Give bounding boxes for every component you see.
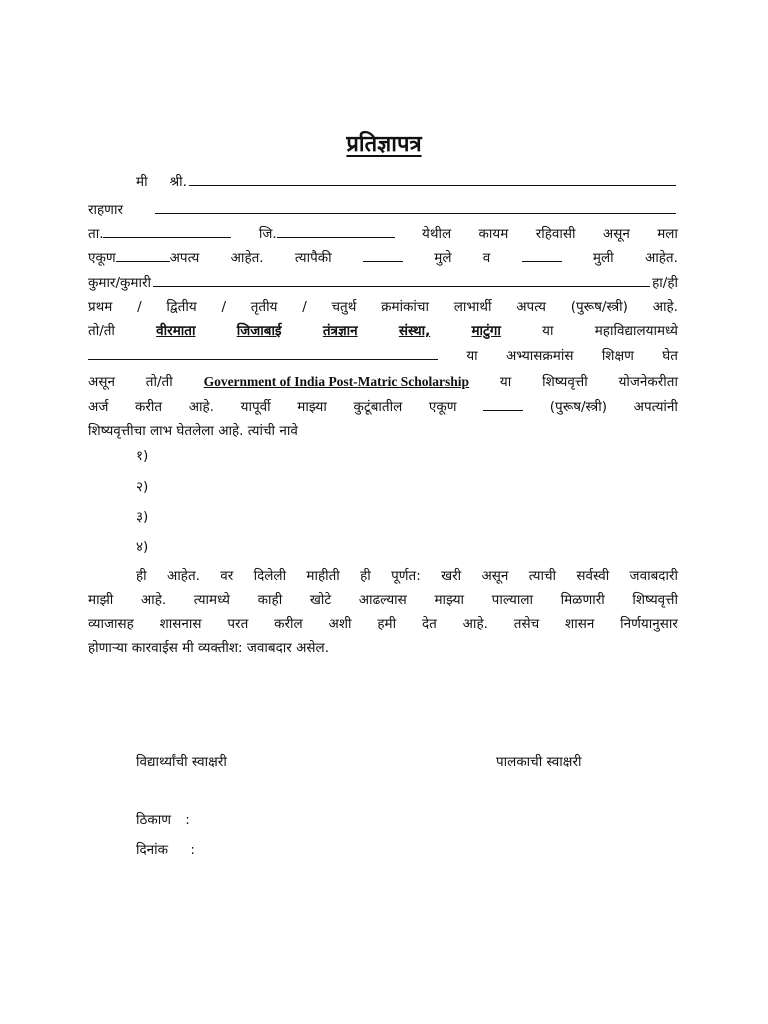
word: जवाबदारी [629, 568, 678, 584]
word: अर्ज [88, 399, 109, 415]
word: क्रमांकांचा [381, 299, 429, 315]
word: महाविद्यालयामध्ये [594, 323, 678, 339]
word: ही [136, 568, 147, 584]
date-colon: : [190, 842, 195, 858]
word: शिष्यवृत्ती [542, 374, 588, 390]
word: खरी [441, 568, 462, 584]
district-blank [277, 225, 395, 238]
daughters-blank [522, 249, 562, 262]
list-item-2: २) [136, 479, 149, 495]
line-children [88, 248, 678, 268]
word: खोटे [309, 592, 332, 608]
word: योजनेकरीता [618, 374, 678, 390]
word: त्यामध्ये [193, 592, 231, 608]
word: या [542, 323, 554, 339]
rahanar-text: राहणार [88, 202, 123, 218]
word: करील [274, 616, 303, 632]
word: शासन [565, 616, 595, 632]
word: शिष्यवृत्ती [632, 592, 678, 608]
word: / [221, 299, 226, 315]
line-previous [88, 397, 678, 417]
word: कायम [478, 226, 509, 242]
word: त्यापैकी [294, 250, 332, 266]
word: करीत [134, 399, 163, 415]
word: मुली [592, 250, 614, 266]
document-title: प्रतिज्ञापत्र [346, 132, 422, 157]
word: अशी [328, 616, 352, 632]
institute-name: तंत्रज्ञान [322, 323, 358, 339]
shri-text: श्री. [169, 174, 187, 190]
word: यापूर्वी [240, 399, 271, 415]
word: आढल्यास [358, 592, 407, 608]
word: माझी [88, 592, 114, 608]
me-text: मी [136, 174, 148, 190]
word: अपत्य [516, 299, 546, 315]
word: / [137, 299, 142, 315]
date-field [136, 840, 195, 858]
word: लाभार्थी [453, 299, 492, 315]
sons-blank [363, 249, 403, 262]
student-name-blank [153, 274, 650, 287]
line-taluka [88, 224, 678, 244]
taluka-label: ता. [88, 226, 104, 242]
word: एकूण [428, 399, 457, 415]
word: या [499, 374, 512, 390]
institute-name: जिजाबाई [236, 323, 282, 339]
parent-signature-label: पालकाची स्वाक्षरी [496, 754, 582, 770]
word: आहेत. [230, 250, 264, 266]
course-blank [88, 347, 438, 360]
word: निर्णयानुसार [620, 616, 678, 632]
word: तसेच [513, 616, 540, 632]
word: शिक्षण [601, 348, 634, 364]
kumar-label: कुमार/कुमारी [88, 275, 151, 291]
place-colon: : [185, 812, 190, 828]
word: माहीती [306, 568, 340, 584]
word: या [466, 348, 478, 364]
word: आहे. [188, 399, 214, 415]
word: (पुरूष/स्त्री) [549, 399, 608, 415]
line-name [88, 172, 678, 192]
word: आहेत. [644, 250, 678, 266]
list-item-1: १) [136, 448, 149, 464]
word: तृतीय [250, 299, 278, 315]
word: सर्वस्वी [576, 568, 610, 584]
list-item-4: ४) [136, 539, 149, 555]
word: परत [227, 616, 249, 632]
word: अभ्यासक्रमांस [506, 348, 574, 364]
word: कुटूंबातील [353, 399, 403, 415]
word: तो/ती [88, 323, 115, 339]
word: माझ्या [434, 592, 465, 608]
word: असून [602, 226, 630, 242]
word: अपत्यांनी [633, 399, 678, 415]
word: पाल्याला [491, 592, 533, 608]
word: आहे. [462, 616, 488, 632]
student-signature-label: विद्यार्थ्यांची स्वाक्षरी [136, 754, 227, 770]
word: आहे. [140, 592, 167, 608]
declaration-line-3 [88, 614, 678, 634]
line-institute [88, 321, 678, 341]
word: व [482, 250, 491, 266]
word: पूर्णत: [391, 568, 421, 584]
line-scheme [88, 372, 678, 392]
scheme-name: Government of India Post-Matric Scholarship [203, 374, 470, 389]
word: असून [88, 374, 115, 390]
word: घेत [662, 348, 678, 364]
ha-text: हा/ही [652, 275, 678, 291]
word: एकूण [88, 250, 116, 266]
word: काही [257, 592, 283, 608]
word: आहे. [652, 299, 678, 315]
line-order [88, 297, 678, 317]
date-label: दिनांक [136, 842, 169, 858]
residence-blank [155, 201, 676, 214]
word: प्रथम [88, 299, 113, 315]
word: हमी [377, 616, 397, 632]
word: व्याजासह [88, 616, 134, 632]
word: द्वितीय [166, 299, 197, 315]
word: माझ्या [297, 399, 327, 415]
word: दिलेली [253, 568, 287, 584]
institute-name: माटुंगा [471, 323, 501, 339]
word: येथील [422, 226, 452, 242]
word: तो/ती [145, 374, 173, 390]
name-blank [189, 173, 676, 186]
institute-name: वीरमाता [156, 323, 196, 339]
declaration-line-2 [88, 590, 678, 610]
taluka-blank [103, 225, 231, 238]
word: ही [360, 568, 371, 584]
word: वर [220, 568, 234, 584]
word: चतुर्थ [331, 299, 357, 315]
children-count-blank [116, 249, 170, 262]
word: रहिवासी [535, 226, 576, 242]
word: अपत्य [169, 250, 200, 266]
line-kumar [88, 273, 678, 293]
declaration-line-4: होणाऱ्या कारवाईस मी व्यक्तीश: जवाबदार असेल. [88, 640, 329, 656]
line-course [88, 346, 678, 366]
word: मुले [434, 250, 452, 266]
previous-count-blank [483, 398, 523, 411]
word: मिळणारी [560, 592, 605, 608]
word: असून [481, 568, 509, 584]
word: मला [657, 226, 678, 242]
word: त्याची [528, 568, 557, 584]
declaration-line-1 [88, 566, 678, 586]
line-names-intro: शिष्यवृत्तीचा लाभ घेतलेला आहे. त्यांची नावे [88, 423, 298, 439]
word: / [302, 299, 307, 315]
word: देत [421, 616, 437, 632]
line-residence [88, 200, 678, 220]
district-label: जि. [258, 226, 277, 242]
institute-name: संस्था, [398, 323, 431, 339]
word: शासनास [159, 616, 202, 632]
place-field [136, 810, 190, 828]
place-label: ठिकाण [136, 812, 171, 828]
list-item-3: ३) [136, 509, 149, 525]
word: (पुरूष/स्त्री) [570, 299, 628, 315]
word: आहेत. [166, 568, 200, 584]
